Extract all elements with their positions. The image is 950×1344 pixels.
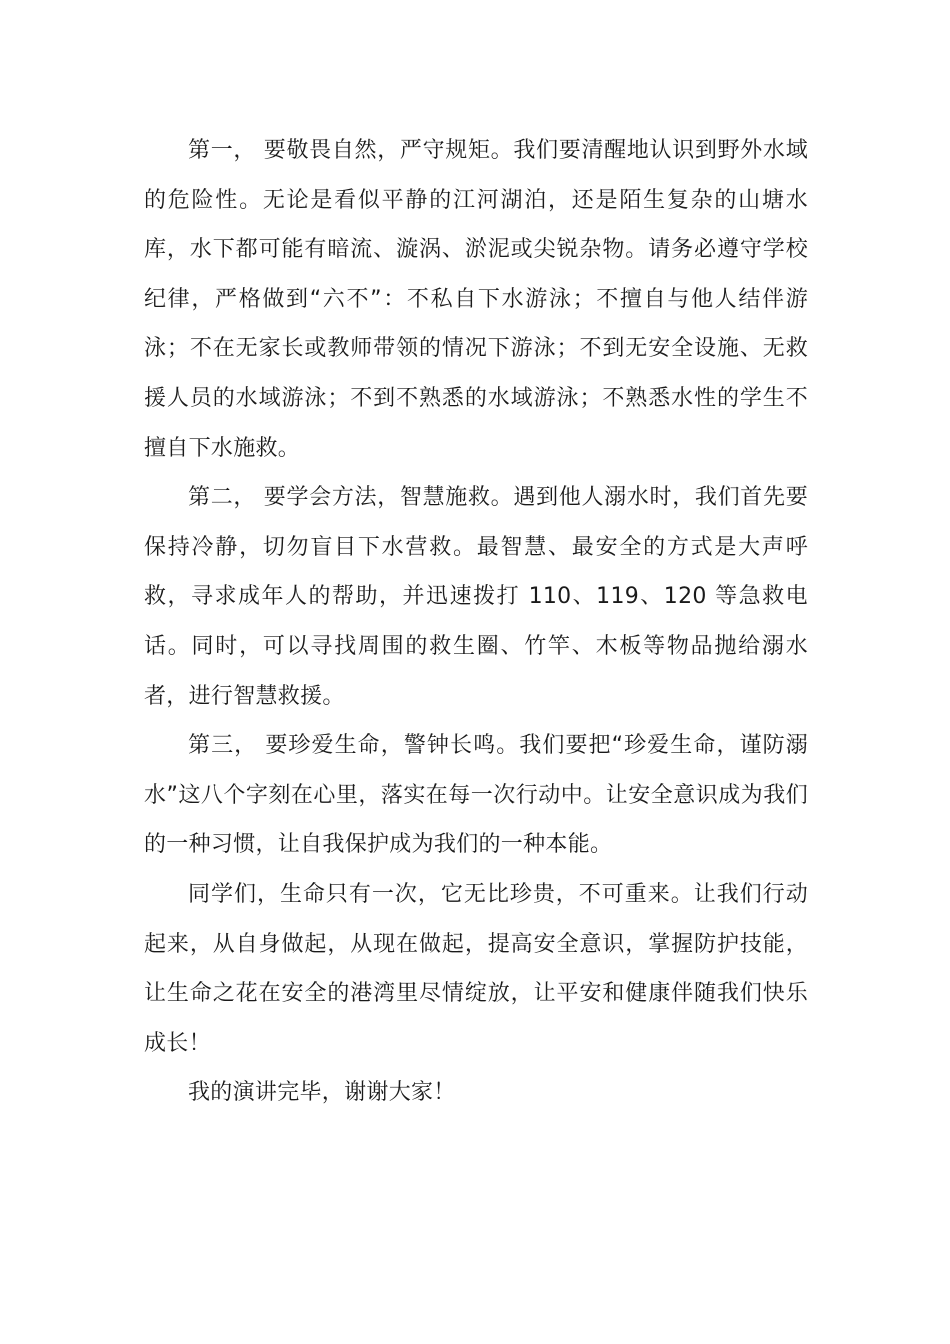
paragraph-third-point: 第三， 要珍爱生命，警钟长鸣。我们要把“珍爱生命，谨防溺水”这八个字刻在心里，落实在每一次行动中。让安全意识成为我们的一种习惯，让自我保护成为我们的一种本能。 xyxy=(144,733,808,858)
paragraph-closing-appeal: 同学们，生命只有一次，它无比珍贵，不可重来。让我们行动起来，从自身做起，从现在做起，提高安全意识，掌握防护技能，让生命之花在安全的港湾里尽情绽放，让平安和健康伴随我们快乐成长！ xyxy=(144,881,808,1056)
paragraph-second-point: 第二， 要学会方法，智慧施救。遇到他人溺水时，我们首先要保持冷静，切勿盲目下水营救。最智慧、最安全的方式是大声呼救，寻求成年人的帮助，并迅速拨打 110、119、120 等急救电话。同时，可以寻找周围的救生圈、竹竿、木板等物品抛给溺水者，进行智慧救援。 xyxy=(144,485,808,709)
paragraph-thanks: 我的演讲完毕，谢谢大家！ xyxy=(188,1080,456,1106)
speech-body xyxy=(144,126,808,1118)
paragraph-first-point: 第一， 要敬畏自然，严守规矩。我们要清醒地认识到野外水域的危险性。无论是看似平静的江河湖泊，还是陌生复杂的山塘水库，水下都可能有暗流、漩涡、淤泥或尖锐杂物。请务必遵守学校纪律，严格做到“六不”：不私自下水游泳；不擅自与他人结伴游泳；不在无家长或教师带领的情况下游泳；不到无安全设施、无救援人员的水域游泳；不到不熟悉的水域游泳；不熟悉水性的学生不擅自下水施救。 xyxy=(144,138,808,461)
